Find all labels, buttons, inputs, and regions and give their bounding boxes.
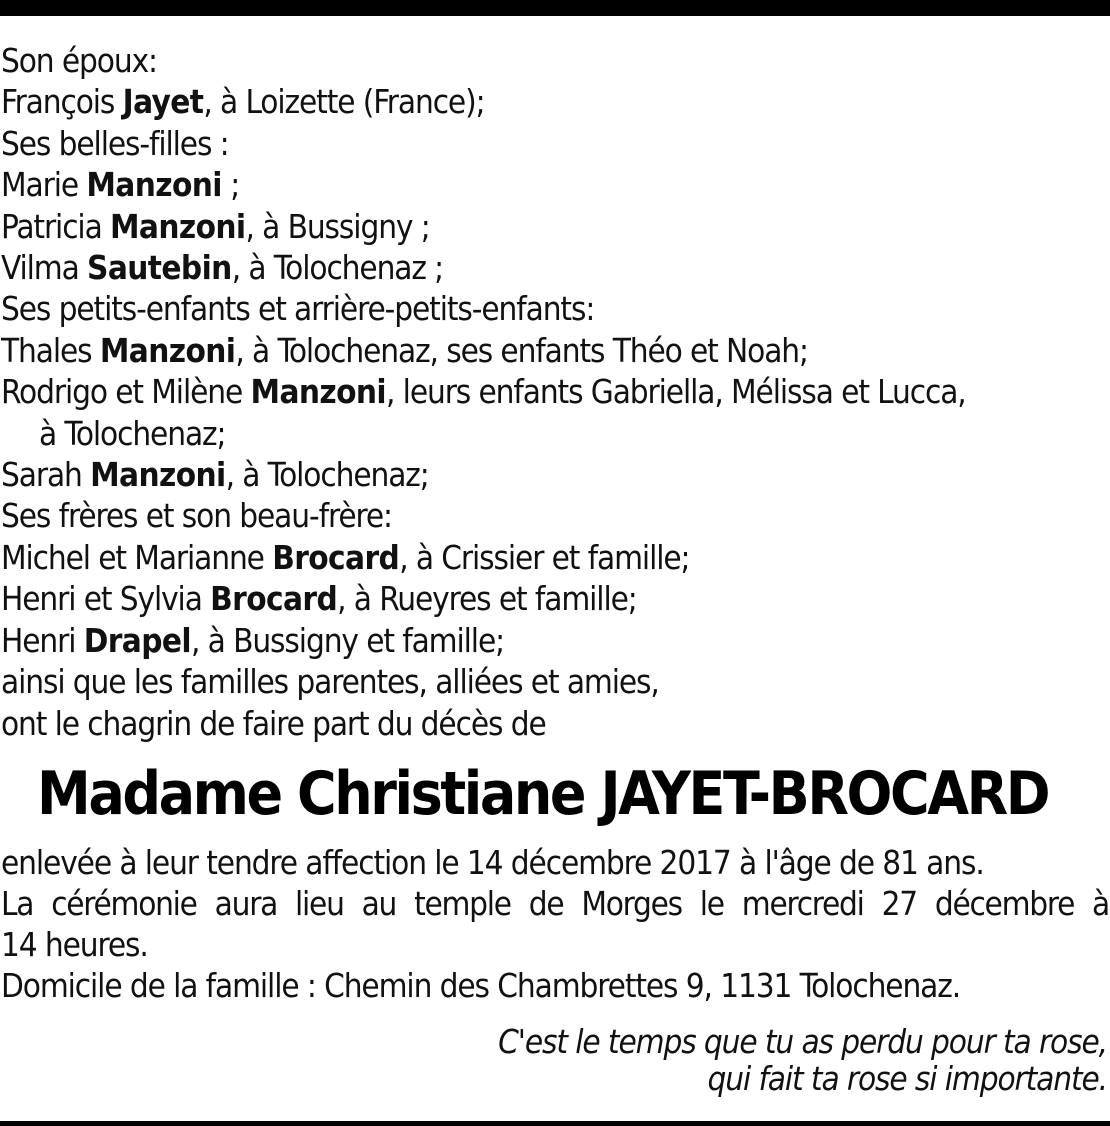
quote-line: qui fait ta rose si importante. (707, 1059, 1107, 1098)
quote-line: C'est le temps que tu as perdu pour ta rose, (498, 1022, 1107, 1061)
closing-line: ont le chagrin de faire part du décès de (1, 703, 546, 743)
grandchild-entry: Rodrigo et Milène Manzoni, leurs enfants Gabriella, Mélissa et Lucca, (1, 372, 966, 412)
deceased-name: Madame Christiane JAYET-BROCARD (37, 759, 1049, 829)
family-address-line: Domicile de la famille : Chemin des Chambrettes 9, 1131 Tolochenaz. (1, 966, 961, 1005)
daughter-entry: Marie Manzoni ; (1, 165, 240, 205)
grandchild-entry-continuation: à Tolochenaz; (39, 413, 226, 453)
bottom-rule (0, 1121, 1110, 1126)
spouse-heading: Son époux: (1, 41, 157, 80)
closing-line: ainsi que les familles parentes, alliées et amies, (1, 662, 659, 702)
sibling-entry: Henri Drapel, à Bussigny et famille; (1, 620, 505, 660)
family-announcement (1, 40, 1106, 744)
ceremony-time-line: 14 heures. (1, 925, 148, 964)
death-date-line: enlevée à leur tendre affection le 14 décembre 2017 à l'âge de 81 ans. (1, 843, 984, 882)
daughter-entry: Vilma Sautebin, à Tolochenaz ; (1, 248, 444, 288)
top-rule (0, 0, 1110, 16)
ceremony-line: La cérémonie aura lieu au temple de Morges le mercredi 27 décembre à (1, 884, 1109, 923)
siblings-heading: Ses frères et son beau-frère: (1, 496, 392, 536)
ceremony-details (1, 842, 1109, 1006)
sibling-entry: Henri et Sylvia Brocard, à Rueyres et famille; (1, 579, 637, 619)
daughter-entry: Patricia Manzoni, à Bussigny ; (1, 206, 430, 246)
closing-quote (207, 1023, 1107, 1097)
grandchild-entry: Sarah Manzoni, à Tolochenaz; (1, 455, 429, 495)
grandchild-entry: Thales Manzoni, à Tolochenaz, ses enfants Théo et Noah; (1, 330, 808, 370)
sibling-entry: Michel et Marianne Brocard, à Crissier et famille; (1, 537, 690, 577)
spouse-entry: François Jayet, à Loizette (France); (1, 82, 485, 122)
daughters-heading: Ses belles-filles : (1, 123, 229, 163)
grandchildren-heading: Ses petits-enfants et arrière-petits-enfants: (1, 289, 595, 329)
